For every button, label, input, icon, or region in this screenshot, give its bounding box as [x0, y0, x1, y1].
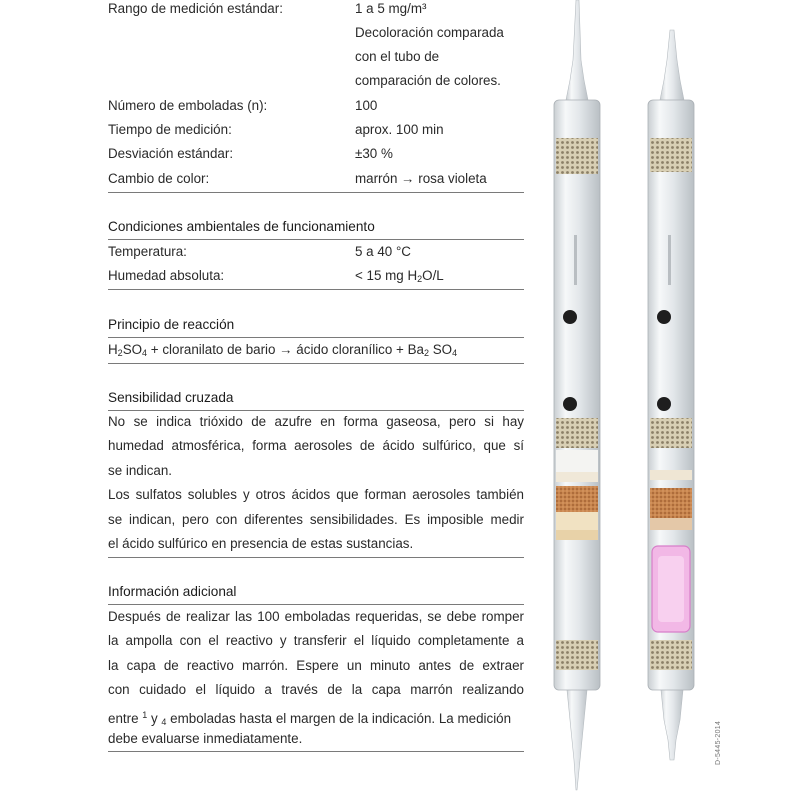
spec-value: 100	[355, 98, 378, 113]
spec-value: con el tubo de	[355, 49, 440, 64]
divider	[108, 289, 524, 290]
ambient-value	[355, 264, 444, 291]
spec-row-time	[108, 118, 524, 142]
additional-info-text	[108, 605, 524, 751]
divider	[108, 557, 524, 558]
humidity-text: O/L	[422, 268, 444, 283]
ambient-row-temperature	[108, 240, 524, 264]
left-tube	[554, 0, 600, 790]
spec-row-note-2	[108, 45, 524, 69]
spec-label: Desviación estándar:	[108, 146, 234, 161]
divider	[108, 751, 524, 752]
ambient-row-humidity	[108, 264, 524, 288]
figure-code: D-5445-2014	[715, 720, 722, 765]
eq-part: + cloranilato de bario → ácido cloranílico + Ba	[147, 342, 424, 357]
text-line: se indican.	[108, 462, 173, 478]
text-line	[108, 703, 524, 727]
spec-row-strokes	[108, 94, 524, 118]
eq-sub: 2	[117, 348, 123, 358]
spec-value: comparación de colores.	[355, 73, 501, 88]
humidity-subscript: 2	[417, 274, 423, 284]
spec-row-note-3	[108, 69, 524, 93]
spec-value: aprox. 100 min	[355, 122, 444, 137]
spec-value: 1 a 5 mg/m³	[355, 1, 427, 16]
text-fragment: emboladas hasta el margen de la indicación. La medición	[166, 710, 512, 726]
eq-sub: 4	[452, 348, 458, 358]
right-tube	[648, 30, 694, 760]
text-fragment: entre	[108, 710, 143, 726]
spec-row-range	[108, 0, 524, 21]
eq-part: H	[108, 342, 118, 357]
spec-row-deviation	[108, 142, 524, 166]
spec-label: Cambio de color:	[108, 171, 210, 186]
humidity-text: < 15 mg H	[355, 268, 418, 283]
eq-part: SO	[122, 342, 143, 357]
spec-value: marrón → rosa violeta	[355, 171, 487, 186]
cross-sensitivity-text	[108, 410, 524, 556]
ambient-label: Humedad absoluta:	[108, 268, 225, 283]
text-line: la ampolla con el reactivo y transferir el líquido completamente a	[108, 633, 524, 649]
ambient-value: 5 a 40 °C	[355, 244, 411, 259]
spec-value: ±30 %	[355, 146, 393, 161]
section-heading-cross: Sensibilidad cruzada	[108, 390, 234, 405]
superscript: 1	[142, 709, 148, 720]
ambient-label: Temperatura:	[108, 244, 187, 259]
detector-tubes-illustration	[540, 0, 730, 800]
divider	[108, 192, 524, 193]
spec-value: Decoloración comparada	[355, 25, 504, 40]
text-line: humedad atmosférica, forma aerosoles de ácido sulfúrico, que sí	[108, 438, 524, 454]
spec-row-color-change	[108, 167, 524, 191]
text-fragment: y	[147, 710, 162, 726]
text-line: con cuidado el líquido a través de la capa marrón realizando	[108, 682, 524, 698]
subscript: 4	[161, 716, 167, 727]
text-line: Los sulfatos solubles y otros ácidos que forman aerosoles también	[108, 487, 524, 503]
equation-text	[108, 338, 457, 365]
text-line: la capa de reactivo marrón. Espere un minuto antes de extraer	[108, 657, 524, 673]
text-line: No se indica trióxido de azufre en forma gaseosa, pero si hay	[108, 414, 524, 429]
reaction-equation	[108, 338, 524, 362]
spec-label: Tiempo de medición:	[108, 122, 232, 137]
text-line: debe evaluarse inmediatamente.	[108, 730, 303, 746]
text-line: Después de realizar las 100 emboladas requeridas, se debe romper	[108, 609, 524, 624]
spec-label: Número de emboladas (n):	[108, 98, 268, 113]
eq-part: SO	[428, 342, 453, 357]
section-heading-ambient: Condiciones ambientales de funcionamiento	[108, 219, 375, 234]
section-heading-info: Información adicional	[108, 584, 237, 599]
eq-sub: 4	[142, 348, 148, 358]
spec-label: Rango de medición estándar:	[108, 1, 283, 16]
divider	[108, 363, 524, 364]
text-line: el ácido sulfúrico en presencia de estas sustancias.	[108, 535, 414, 551]
text-line: se indican, pero con diferentes sensibilidades. Es imposible medir	[108, 511, 524, 527]
eq-sub: 2	[423, 348, 429, 358]
spec-row-note-1	[108, 21, 524, 45]
section-heading-reaction: Principio de reacción	[108, 317, 235, 332]
